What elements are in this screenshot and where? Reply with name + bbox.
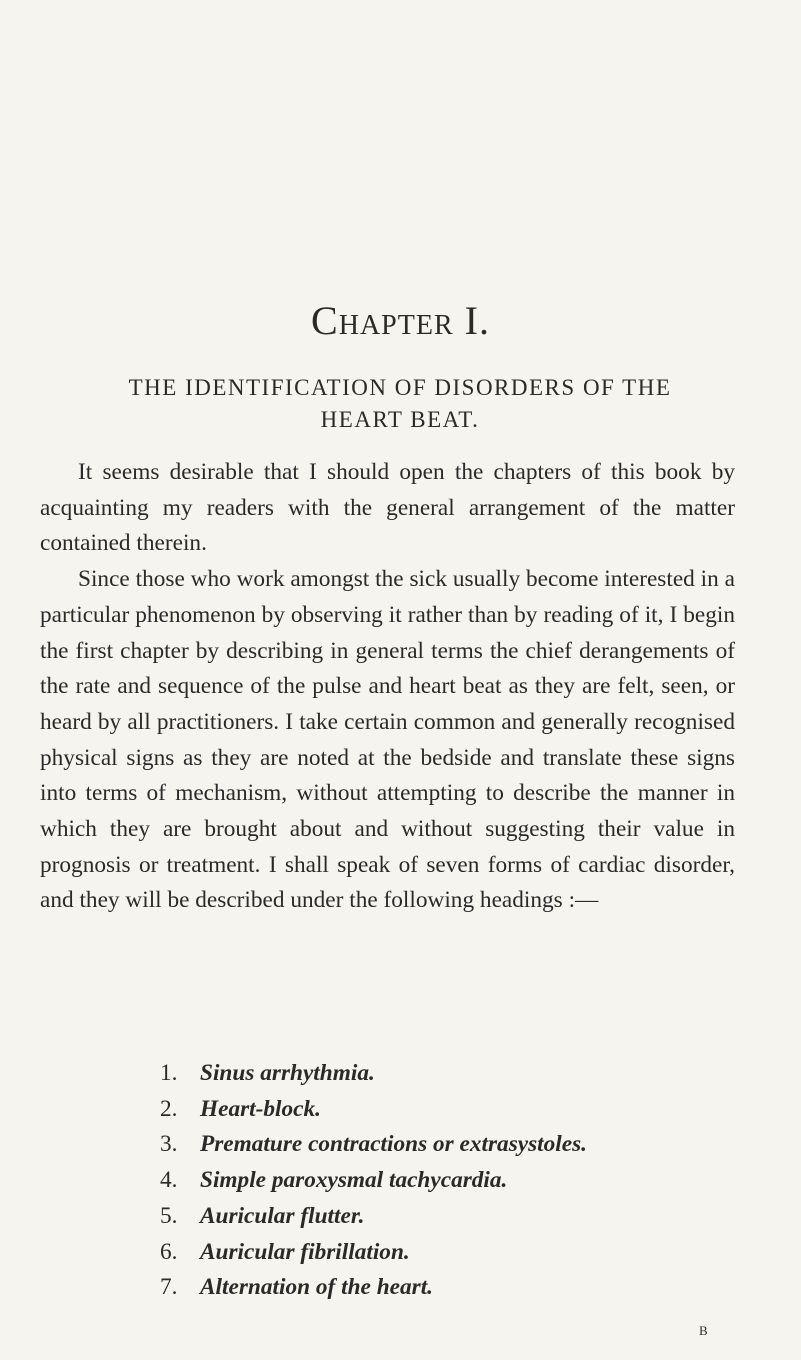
list-item-heading: Sinus arrhythmia. (200, 1060, 375, 1086)
list-item-number: 7. (160, 1274, 178, 1301)
chapter-title (50, 372, 750, 436)
list-item (160, 1270, 720, 1306)
chapter-title-line-2: HEART BEAT. (320, 407, 480, 432)
body-text (40, 455, 735, 919)
list-item-number: 6. (160, 1238, 178, 1265)
list-item (160, 1127, 720, 1163)
list-item (160, 1056, 720, 1092)
list-item (160, 1163, 720, 1199)
list-item-number: 4. (160, 1167, 178, 1194)
list-item-number: 3. (160, 1131, 178, 1158)
chapter-title-line-1: THE IDENTIFICATION OF DISORDERS OF THE (128, 375, 672, 400)
list-item-heading: Auricular fibrillation. (200, 1238, 410, 1265)
paragraph-1: It seems desirable that I should open the chapters of this book by acquainting my readers with the general arrangement of the matter contained therein. (40, 459, 735, 557)
list-item-number: 2. (160, 1095, 178, 1122)
list-item-heading: Auricular flutter. (200, 1202, 365, 1229)
list-item-heading: Simple paroxysmal tachycardia. (200, 1167, 508, 1194)
list-item-number: 5. (160, 1202, 178, 1229)
paragraph-2: Since those who work amongst the sick usually become interested in a particular phenomenon by observing it rather than by reading of it, I begin the first chapter by describing in general terms the chief derangements of the rate and sequence of the pulse and heart beat as they are felt, seen, or heard by all practitioners. I take certain common and generally recognised physical signs as they are noted at the bedside and translate these signs into terms of mechanism, without attempting to describe the manner in which they are brought about and without suggesting their value in prognosis or treatment. I shall speak of seven forms of cardiac disorder, and they will be described under the following headings :— (40, 566, 735, 914)
list-item-heading: Heart-block. (200, 1095, 321, 1122)
chapter-heading: Chapter I. (311, 298, 490, 343)
disorder-headings-list (160, 1056, 720, 1306)
list-item (160, 1092, 720, 1128)
list-item (160, 1235, 720, 1271)
list-item-heading: Alternation of the heart. (200, 1274, 434, 1301)
list-item (160, 1199, 720, 1235)
list-item-heading: Premature contractions or extrasystoles. (200, 1131, 587, 1158)
list-item-number: 1. (160, 1060, 178, 1086)
signature-mark: B (699, 1323, 709, 1338)
